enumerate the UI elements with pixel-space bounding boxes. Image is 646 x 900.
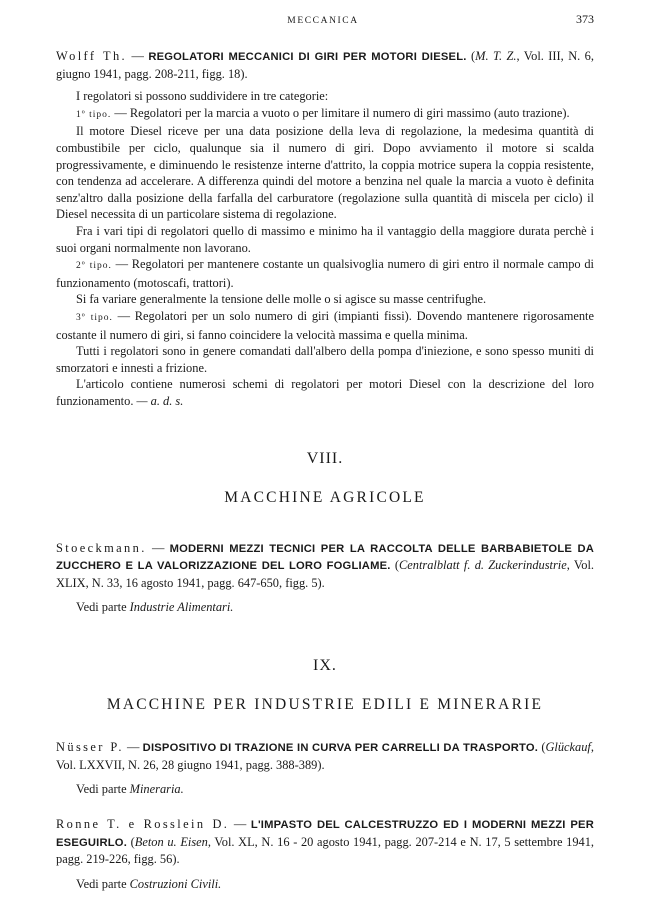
section-title: MACCHINE AGRICOLE [224, 489, 426, 507]
entry-dash: — [123, 740, 143, 755]
cross-reference-target: Costruzioni Civili. [129, 876, 222, 891]
page-content [56, 48, 594, 892]
body-paragraph [56, 105, 594, 124]
type-label: 2º tipo. [76, 261, 112, 272]
entry-title: REGOLATORI MECCANICI DI GIRI PER MOTORI DIESEL. [148, 51, 467, 63]
body-paragraph: Fra i vari tipi di regolatori quello di massimo e minimo ha il vantaggio della maggiore durata perchè i suoi organi normalmente non lavorano. [56, 223, 594, 255]
abstract-entry-nusser [56, 739, 594, 798]
running-header [0, 11, 646, 27]
entry-journal: M. T. Z. [475, 49, 517, 63]
closing-text: L'articolo contiene numerosi schemi di regolatori per motori Diesel con la descrizione del loro funzionamento. [56, 377, 594, 408]
section-title: MACCHINE PER INDUSTRIE EDILI E MINERARIE [106, 695, 544, 713]
entry-dash: — [127, 49, 149, 63]
entry-citation: Wolff Th. — REGOLATORI MECCANICI DI GIRI PER MOTORI DIESEL. (M. T. Z., Vol. III, N. 6, giugno 1941, pagg. 208-211, figg. 18). [56, 49, 594, 81]
entry-citation: Stoeckmann. — MODERNI MEZZI TECNICI PER LA RACCOLTA DELLE BARBABIETOLE DA ZUCCHERO E LA VALORIZZAZIONE DEL LORO FOGLIAME. (Centralblatt f. d. Zuckerindustrie, Vol. XLIX, N. 33, 16 agosto 1941, pagg. 647-650, figg. 5). [56, 540, 594, 590]
entry-author: Wolff Th. [56, 49, 128, 63]
section-number: VIII. [306, 450, 344, 468]
entry-author: Ronne T. e Rosslein D. [56, 817, 230, 831]
cross-reference-target: Industrie Alimentari. [129, 600, 234, 615]
entry-citation: Ronne T. e Rosslein D. — L'IMPASTO DEL CALCESTRUZZO ED I MODERNI MEZZI PER ESEGUIRLO. (Beton u. Eisen, Vol. XL, N. 16 - 20 agosto 1941, pagg. 207-214 e N. 17, 5 settembre 1941, pagg. 219-226, figg. 56). [56, 817, 594, 867]
entry-title: L'IMPASTO DEL CALCESTRUZZO ED I MODERNI MEZZI PER ESEGUIRLO. [56, 819, 594, 849]
entry-dash: — [229, 817, 251, 831]
cross-reference [56, 599, 594, 616]
cross-reference [56, 876, 594, 893]
entry-author: Nüsser P. [56, 740, 124, 755]
entry-dash: — [146, 540, 170, 555]
abstract-entry-ronne [56, 816, 594, 892]
abstractor-signature: — a. d. s. [133, 393, 184, 408]
entry-journal: Centralblatt f. d. Zuckerindustrie [399, 558, 567, 573]
cross-reference-prefix: Vedi parte [76, 876, 130, 891]
entry-journal: Glückauf [545, 740, 591, 755]
section-number: IX. [313, 657, 337, 675]
entry-details: Vol. III, N. 6, giugno 1941, pagg. 208-211, figg. 18). [56, 49, 594, 81]
entry-details: , Vol. XL, N. 16 - 20 agosto 1941, pagg. 207-214 e N. 17, 5 settembre 1941, pagg. 219-226, figg. 56). [56, 834, 594, 867]
cross-reference-target: Mineraria. [129, 782, 184, 797]
entry-author: Stoeckmann. [56, 540, 147, 555]
body-paragraph [56, 256, 594, 291]
entry-journal: Beton u. Eisen [134, 834, 208, 849]
type-label: 1º tipo. [76, 109, 112, 120]
body-paragraph: I regolatori si possono suddividere in tre categorie: [76, 89, 329, 104]
running-title: MECCANICA [287, 16, 359, 26]
type-label: 3º tipo. [76, 312, 113, 323]
type-text: — Regolatori per mantenere costante un qualsivoglia numero di giri entro il normale campo di funzionamento (motoscafi, trattori). [56, 257, 594, 290]
body-paragraph [56, 376, 594, 409]
abstract-entry-wolff [56, 48, 594, 409]
cross-reference-prefix: Vedi parte [76, 782, 130, 797]
type-text: — Regolatori per la marcia a vuoto o per limitare il numero di giri massimo (auto trazione). [111, 105, 570, 120]
page-number: 373 [576, 12, 594, 26]
body-paragraph: Si fa variare generalmente la tensione delle molle o si agisce su masse centrifughe. [76, 292, 487, 307]
entry-title: DISPOSITIVO DI TRAZIONE IN CURVA PER CARRELLI DA TRASPORTO. [142, 742, 539, 755]
body-paragraph: Il motore Diesel riceve per una data posizione della leva di regolazione, la medesima quantità di combustibile per ciclo, qualunque sia il numero di giri. Dopo avviamento il motore si scalda progressivamente, e diminuendo le resistenze interne d'attrito, la coppia motrice supera la coppia resistente, con tendenza ad accelerare. A differenza quindi del motore a benzina nel quale la marcia a vuoto è definita senz'altro dalla posizione della farfalla del carburatore (regolazione sulla quantità di miscela per ciclo) il Diesel necessita di un particolare sistema di regolazione. [56, 124, 594, 222]
cross-reference [56, 781, 594, 798]
cross-reference-prefix: Vedi parte [76, 600, 130, 615]
body-paragraph [56, 308, 594, 343]
entry-citation: Nüsser P. — DISPOSITIVO DI TRAZIONE IN CURVA PER CARRELLI DA TRASPORTO. (Glückauf, Vol. LXXVII, N. 26, 28 giugno 1941, pagg. 388-389). [56, 740, 594, 772]
body-paragraph: Tutti i regolatori sono in genere comandati dall'albero della pompa d'iniezione, e sono spesso muniti di smorzatori e innesti a frizione. [56, 344, 594, 375]
abstract-entry-stoeckmann [56, 540, 594, 616]
entry-details: , Vol. LXXVII, N. 26, 28 giugno 1941, pagg. 388-389). [56, 740, 594, 772]
entry-details: , Vol. XLIX, N. 33, 16 agosto 1941, pagg. 647-650, figg. 5). [56, 558, 594, 590]
entry-title: MODERNI MEZZI TECNICI PER LA RACCOLTA DELLE BARBABIETOLE DA ZUCCHERO E LA VALORIZZAZIONE DEL LORO FOGLIAME. [56, 542, 594, 573]
type-text: — Regolatori per un solo numero di giri (impianti fissi). Dovendo mantenere rigorosamente costante il numero di giri, si fanno coincidere la velocità massima e quella minima. [56, 308, 594, 342]
